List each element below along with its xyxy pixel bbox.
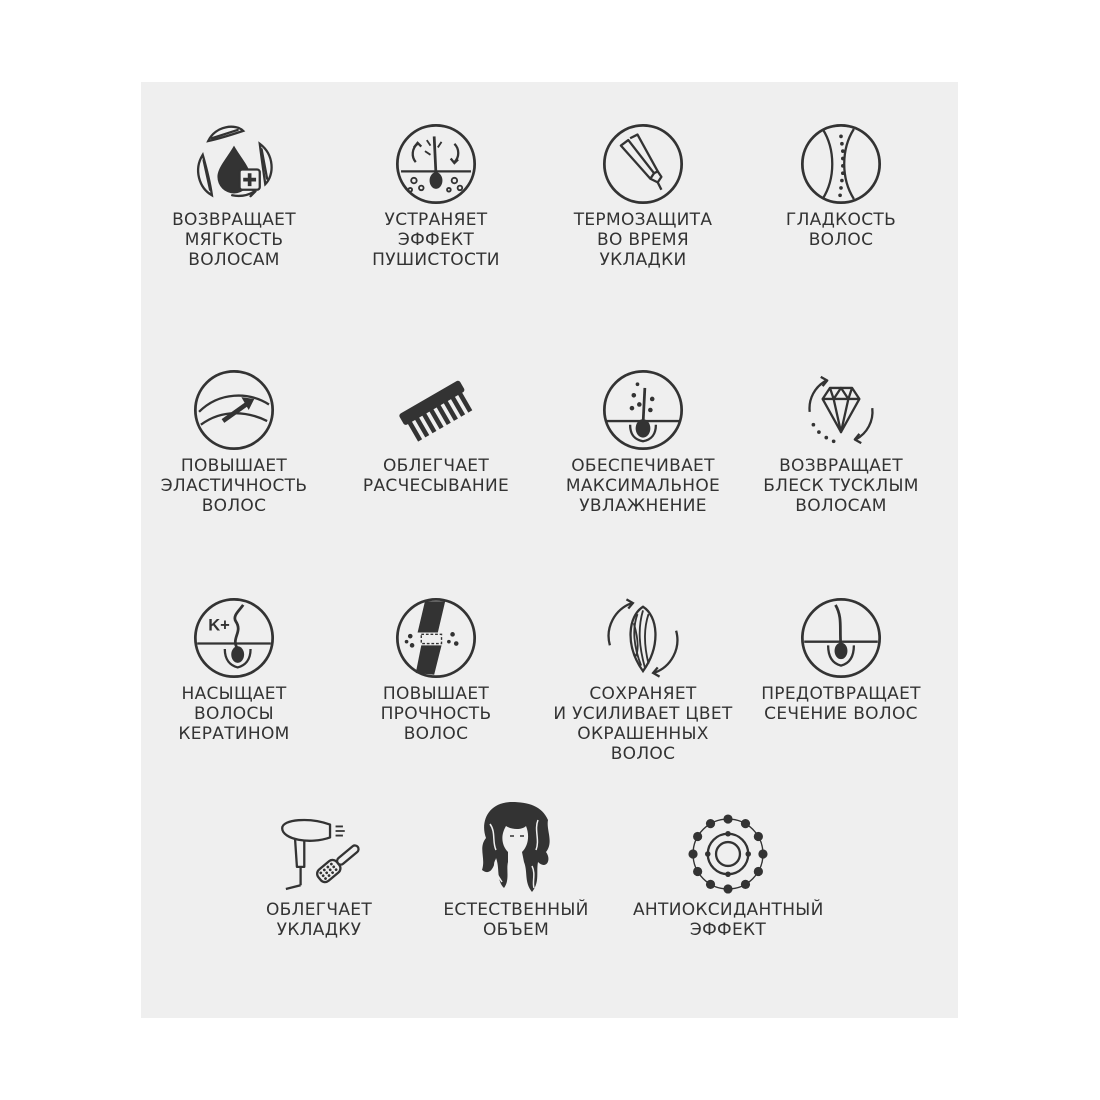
feature-moisture [548,364,738,516]
feature-label: АНТИОКСИДАНТНЫЙ ЭФФЕКТ [633,900,824,940]
feature-split-ends [746,592,936,724]
woman-curly-hair-icon [466,792,566,900]
atom-molecule-icon [682,808,774,900]
feature-label: ГЛАДКОСТЬ ВОЛОС [785,210,897,250]
feature-label: НАСЫЩАЕТ ВОЛОСЫ КЕРАТИНОМ [178,684,290,744]
feature-styling [224,808,414,940]
feature-label: ОБЛЕГЧАЕТ РАСЧЕСЫВАНИЕ [362,456,510,496]
feature-combing [341,364,531,496]
elastic-hair-arrow-icon [188,364,280,456]
feature-heat-protection [548,118,738,270]
hair-follicle-arrows-icon [390,118,482,210]
feature-antioxidant [633,808,823,940]
feature-label: ПРЕДОТВРАЩАЕТ СЕЧЕНИЕ ВОЛОС [761,684,921,724]
hair-dryer-brush-icon [273,808,365,900]
feature-label: ЕСТЕСТВЕННЫЙ ОБЪЕМ [443,900,589,940]
diamond-icon [795,364,887,456]
feather-oil-drop-icon [188,118,280,210]
feature-softness [139,118,329,270]
feature-label: ТЕРМОЗАЩИТА ВО ВРЕМЯ УКЛАДКИ [573,210,713,270]
feature-keratin [139,592,329,744]
feature-color [548,592,738,764]
comb-icon [390,364,482,456]
strong-hair-icon [390,592,482,684]
feature-label: ОБЕСПЕЧИВАЕТ МАКСИМАЛЬНОЕ УВЛАЖНЕНИЕ [565,456,721,516]
keratin-follicle-icon [188,592,280,684]
hair-moisture-icon [597,364,689,456]
feature-strength [341,592,531,744]
hair-follicle-icon [795,592,887,684]
feature-label: ВОЗВРАЩАЕТ БЛЕСК ТУСКЛЫМ ВОЛОСАМ [763,456,919,516]
feature-elasticity [139,364,329,516]
feature-label: ПОВЫШАЕТ ПРОЧНОСТЬ ВОЛОС [380,684,492,744]
feature-shine [746,364,936,516]
feature-label: УСТРАНЯЕТ ЭФФЕКТ ПУШИСТОСТИ [372,210,500,270]
feature-volume [421,792,611,940]
feature-label: ПОВЫШАЕТ ЭЛАСТИЧНОСТЬ ВОЛОС [160,456,308,516]
smooth-hair-strand-icon [795,118,887,210]
feature-label: ВОЗВРАЩАЕТ МЯГКОСТЬ ВОЛОСАМ [172,210,296,270]
feature-anti-frizz [341,118,531,270]
keratin-symbol: K+ [208,615,230,635]
hair-straightener-icon [597,118,689,210]
colored-hair-icon [597,592,689,684]
feature-label: ОБЛЕГЧАЕТ УКЛАДКУ [265,900,373,940]
feature-smoothness [746,118,936,250]
feature-label: СОХРАНЯЕТ И УСИЛИВАЕТ ЦВЕТ ОКРАШЕННЫХ ВОЛОС [553,684,733,764]
